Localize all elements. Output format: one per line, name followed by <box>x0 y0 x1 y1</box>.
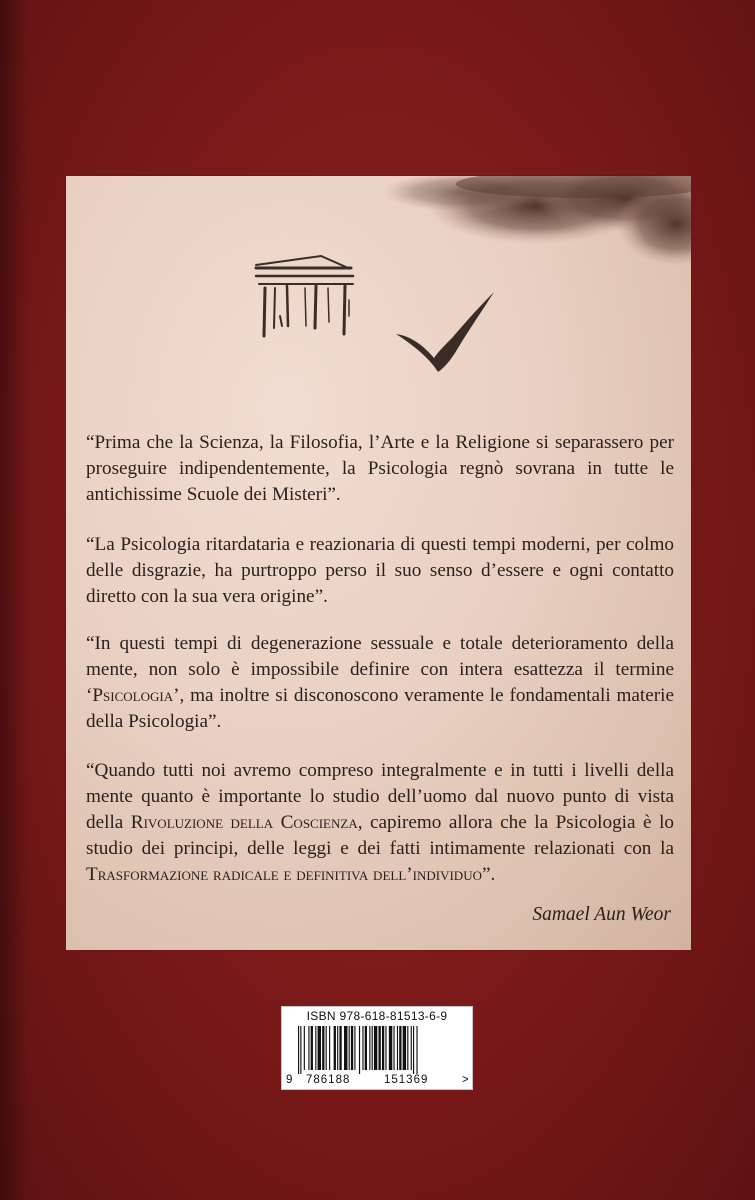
barcode-bar <box>359 1026 360 1074</box>
dark-clouds-icon <box>381 176 691 266</box>
barcode-digits-group-2: 151369 <box>384 1074 429 1086</box>
barcode-bar <box>300 1026 301 1074</box>
quote-4-caps-2: Trasformazione radicale e definitiva dell’individuo <box>86 864 482 885</box>
isbn-label: ISBN 978-618-81513-6-9 <box>306 1009 448 1023</box>
quote-2 <box>86 532 674 610</box>
barcode-digits-group-1: 786188 <box>306 1074 351 1086</box>
barcode-bar <box>318 1026 321 1070</box>
barcode-bar <box>403 1026 406 1070</box>
barcode-bar <box>379 1026 381 1070</box>
barcode-bar <box>399 1026 401 1070</box>
quote-4-after: ”. <box>481 864 496 885</box>
temple-sketch-icon <box>256 256 353 336</box>
barcode-bar <box>311 1026 313 1070</box>
barcode-bar <box>362 1026 363 1070</box>
barcode-bar <box>407 1026 408 1070</box>
text-panel <box>66 176 691 950</box>
isbn-barcode <box>282 1007 472 1089</box>
barcode-digit-first: 9 <box>286 1074 294 1086</box>
barcode-bar <box>351 1026 353 1070</box>
barcode-bar <box>393 1026 394 1070</box>
barcode-bar <box>322 1026 324 1070</box>
spine-shadow <box>0 0 28 1200</box>
barcode-bar <box>315 1026 316 1070</box>
barcode-bar <box>382 1026 384 1070</box>
quote-4-before: “Quando tutti noi avremo compreso integralmente e in tutti i livelli della mente quanto è importante lo studio dell’uomo dal nuovo punto di vista della <box>86 760 674 833</box>
quote-2-text: “La Psicologia ritardataria e reazionaria di questi tempi moderni, per colmo delle disgrazie, ha purtroppo perso il suo senso d’essere e ogni contatto diretto con la sua vera origine”. <box>86 534 674 607</box>
barcode-bar <box>374 1026 377 1070</box>
quote-4 <box>86 758 674 888</box>
quote-3-before: “In questi tempi di degenerazione sessuale e totale deterioramento della mente, non solo è impossibile definire con intera esattezza il termine ‘ <box>86 633 674 706</box>
quote-4-caps-1: Rivoluzione della Coscienza <box>130 812 358 833</box>
barcode-bar <box>397 1026 398 1070</box>
author-name: Samael Aun Weor <box>532 904 671 925</box>
barcode-bar <box>385 1026 386 1070</box>
quote-3-caps: Psicologia <box>92 685 174 706</box>
barcode-bar <box>298 1026 299 1074</box>
quote-1-text: “Prima che la Scienza, la Filosofia, l’Arte e la Religione si separassero per proseguire indipendentemente, la Psicologia regnò sovrana in tutte le antichissime Scuole dei Misteri”. <box>86 432 674 505</box>
barcode-bar <box>413 1026 414 1074</box>
quote-4-middle: , capiremo allora che la Psicologia è lo studio dei principi, delle leggi e dei fatti intimamente relazionati con la <box>86 812 674 859</box>
flying-bird-icon <box>396 292 494 372</box>
barcode-bar <box>389 1026 392 1070</box>
barcode-bar <box>416 1026 417 1074</box>
barcode-digit-last: > <box>462 1074 470 1086</box>
barcode-bar <box>372 1026 373 1070</box>
barcode-bar <box>308 1026 309 1070</box>
barcode-bar <box>365 1026 367 1070</box>
barcode-bar <box>326 1026 327 1070</box>
barcode-bar <box>339 1026 341 1070</box>
barcode-bar <box>334 1026 336 1070</box>
quote-3 <box>86 631 674 735</box>
barcode-bar <box>344 1026 347 1070</box>
quote-3-after: ’, ma inoltre si disconoscono veramente le fondamentali materie della Psicologia”. <box>86 685 674 732</box>
barcode-bar <box>329 1026 330 1070</box>
barcode-bar <box>369 1026 370 1070</box>
quote-1 <box>86 430 674 508</box>
barcode-bar <box>354 1026 355 1070</box>
barcode-bar <box>349 1026 350 1070</box>
barcode-bars <box>290 1026 464 1074</box>
barcode-bar <box>304 1026 305 1070</box>
illustration <box>66 176 691 426</box>
barcode-bar <box>337 1026 338 1070</box>
barcode-bar <box>411 1026 412 1070</box>
